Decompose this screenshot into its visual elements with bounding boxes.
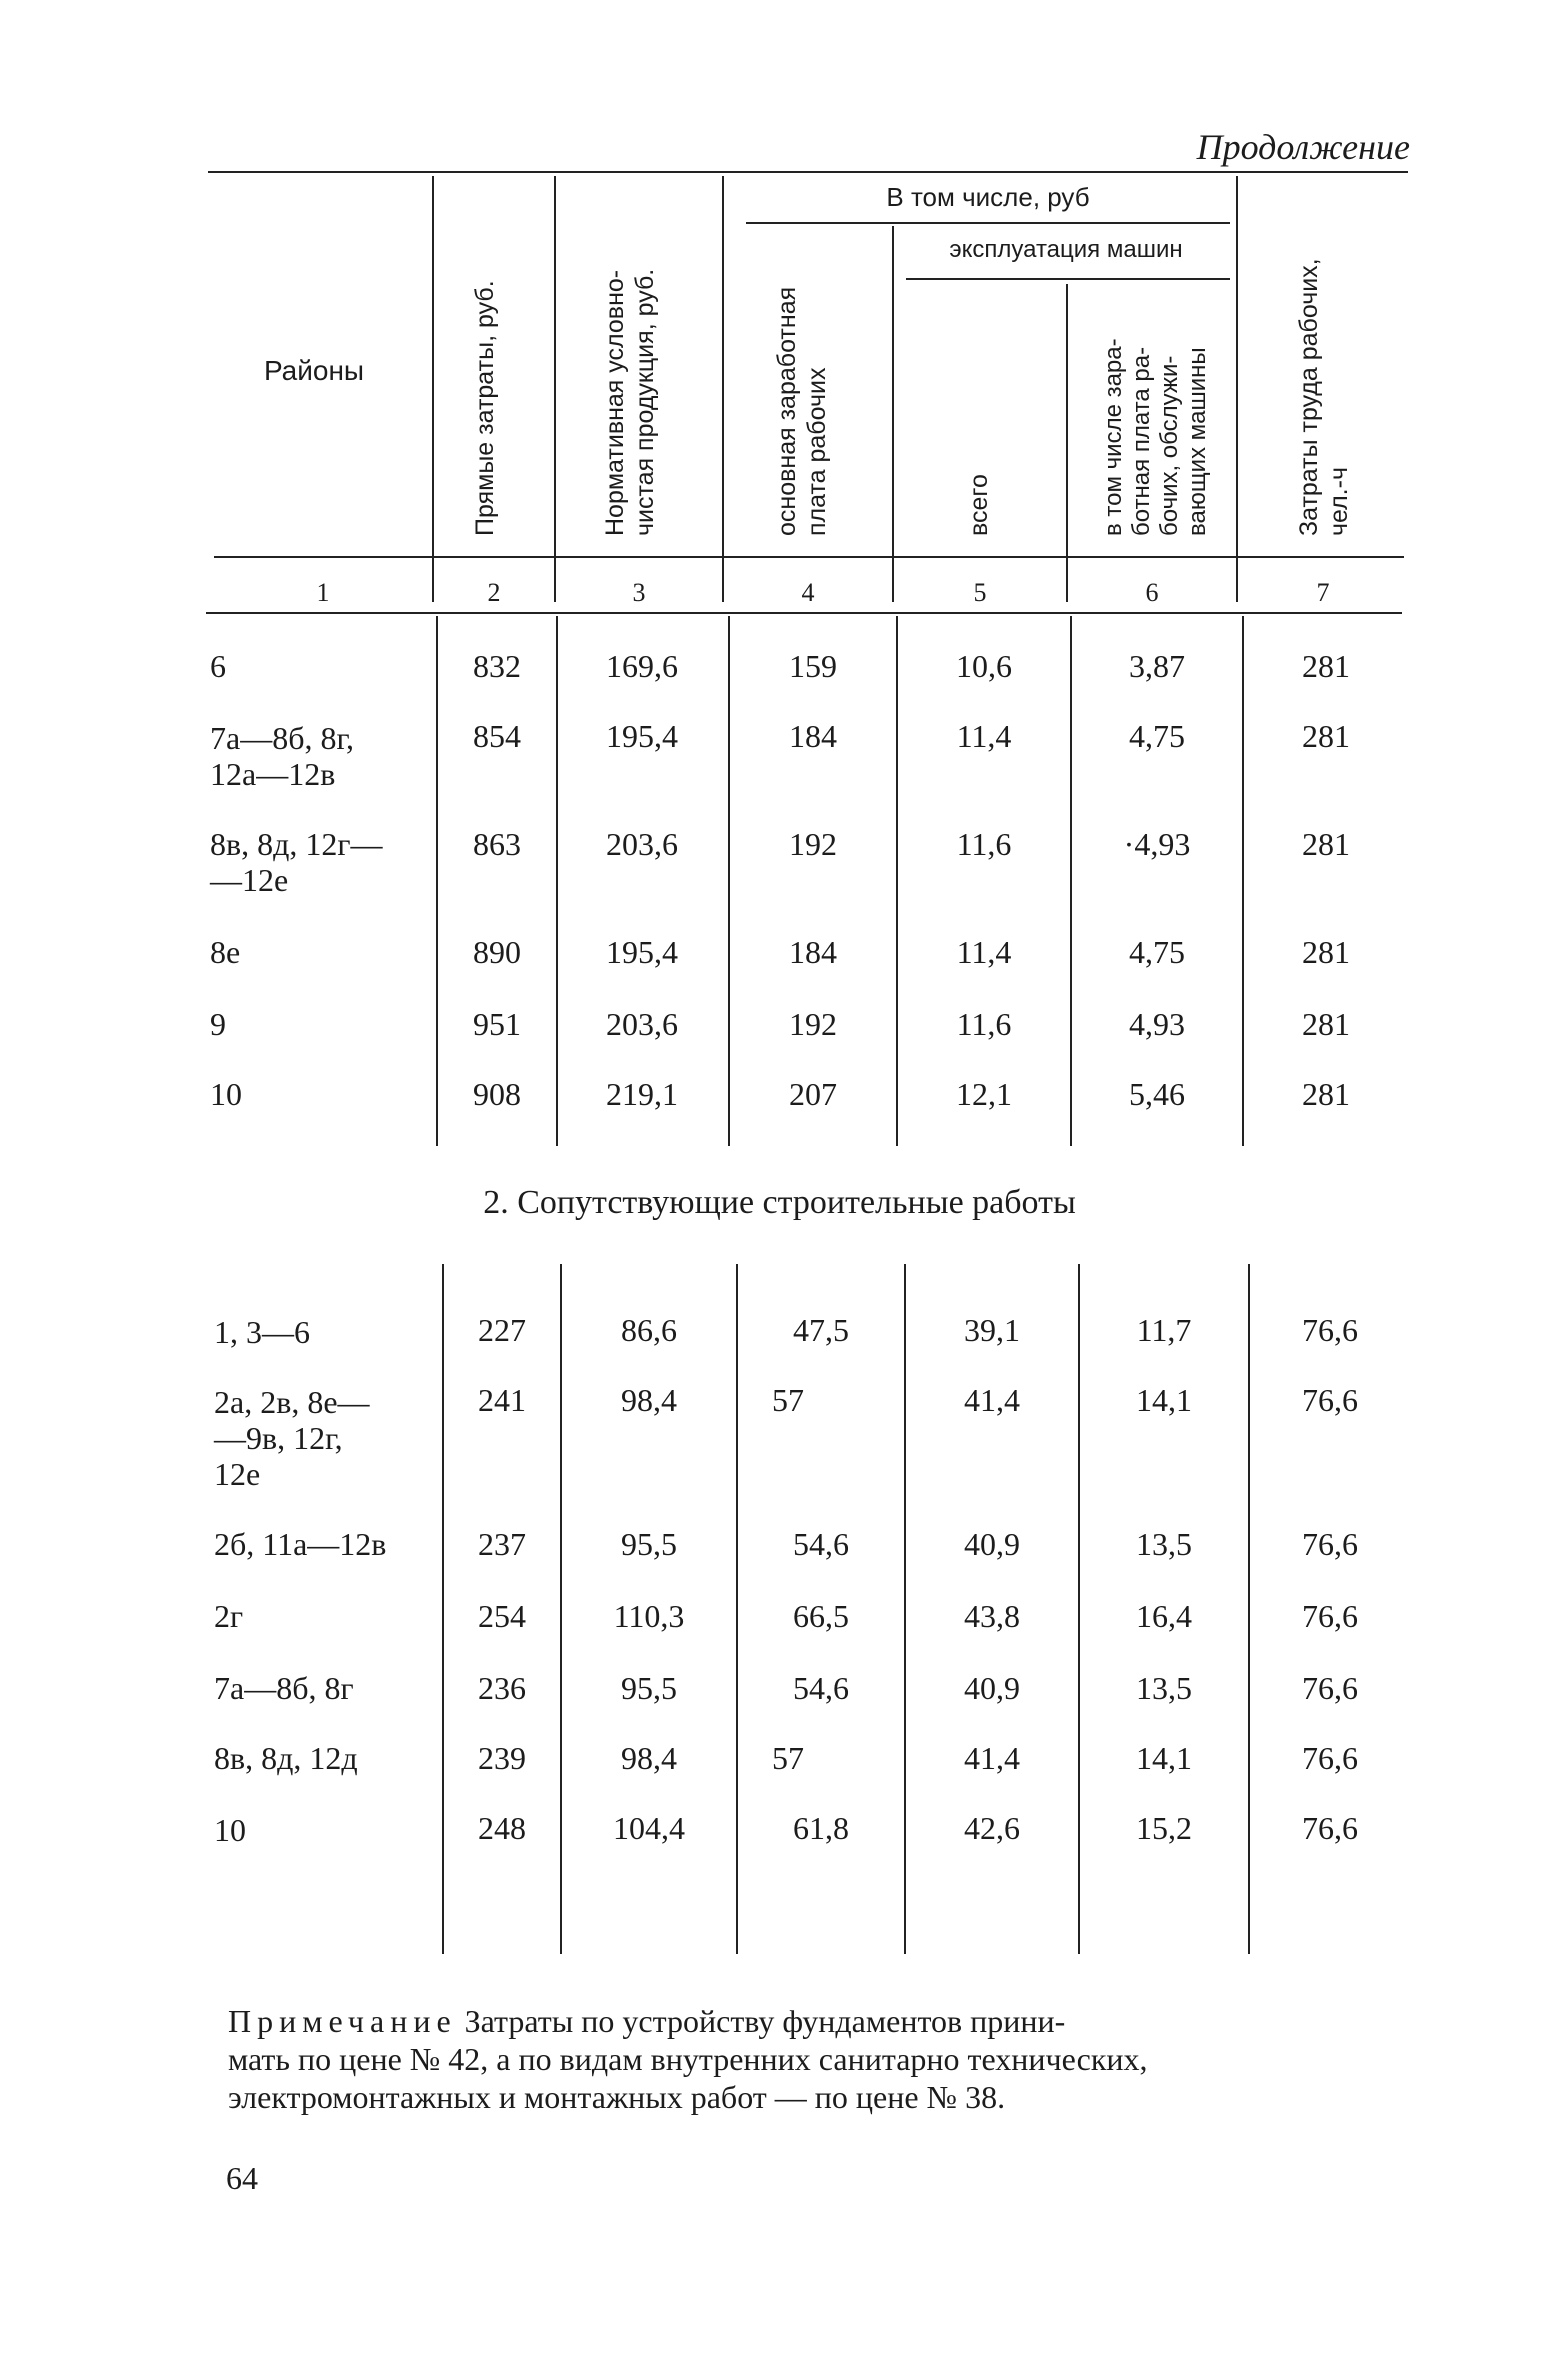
- header-divider-6: [1236, 176, 1238, 602]
- table-row-s2-2-c7: 76,6: [1302, 1382, 1358, 1418]
- table-row-s2-1-c6: 11,7: [1136, 1312, 1192, 1348]
- table-row-s2-4-c7: 76,6: [1302, 1598, 1358, 1634]
- table-row-s2-2-c2: 241: [478, 1382, 526, 1418]
- table-row-s1-1-region: 6: [210, 648, 226, 684]
- table-row-s2-4-c5: 43,8: [964, 1598, 1020, 1634]
- table-row-s1-2-region: 7а—8б, 8г, 12а—12в: [210, 720, 354, 792]
- table-row-s1-3-c7: 281: [1302, 826, 1350, 862]
- table-row-s2-7-c3: 104,4: [613, 1810, 685, 1846]
- s1-divider-4: [896, 616, 898, 1146]
- table-row-s2-2-c3: 98,4: [621, 1382, 677, 1418]
- table-row-s1-5-region: 9: [210, 1006, 226, 1042]
- column-number-7: 7: [1316, 578, 1330, 607]
- table-row-s1-2-c6: 4,75: [1129, 718, 1185, 754]
- column-number-1: 1: [316, 578, 330, 607]
- table-top-rule: [208, 171, 1408, 173]
- table-row-s1-5-c4: 192: [789, 1006, 837, 1042]
- table-row-s1-5-c6: 4,93: [1129, 1006, 1185, 1042]
- table-row-s2-2-c6: 14,1: [1136, 1382, 1192, 1418]
- column-numbers-rule: [206, 612, 1402, 614]
- s1-divider-6: [1242, 616, 1244, 1146]
- note-label: Примечание: [228, 2003, 457, 2039]
- table-row-s2-1-c5: 39,1: [964, 1312, 1020, 1348]
- table-row-s2-2-region: 2а, 2в, 8е— —9в, 12г, 12е: [214, 1384, 370, 1492]
- column-number-3: 3: [632, 578, 646, 607]
- table-row-s1-4-c2: 890: [473, 934, 521, 970]
- table-row-s1-1-c7: 281: [1302, 648, 1350, 684]
- table-row-s2-4-region: 2г: [214, 1598, 244, 1634]
- s1-divider-3: [728, 616, 730, 1146]
- table-row-s2-2-c5: 41,4: [964, 1382, 1020, 1418]
- note-paragraph: [228, 2002, 1418, 2116]
- table-row-s2-5-c3: 95,5: [621, 1670, 677, 1706]
- header-wages: основная заработная плата рабочих: [773, 286, 831, 536]
- table-row-s2-4-c6: 16,4: [1136, 1598, 1192, 1634]
- continuation-label: Продолжение: [1196, 127, 1410, 167]
- table-row-s2-5-c2: 236: [478, 1670, 526, 1706]
- table-row-s2-6-c7: 76,6: [1302, 1740, 1358, 1776]
- s1-divider-2: [556, 616, 558, 1146]
- table-row-s1-4-c3: 195,4: [606, 934, 678, 970]
- table-row-s1-5-c7: 281: [1302, 1006, 1350, 1042]
- table-row-s2-5-c5: 40,9: [964, 1670, 1020, 1706]
- table-row-s1-1-c4: 159: [789, 648, 837, 684]
- column-number-4: 4: [801, 578, 815, 607]
- table-row-s1-6-c5: 12,1: [956, 1076, 1012, 1112]
- header-divider-5: [1066, 284, 1068, 602]
- table-row-s2-5-c7: 76,6: [1302, 1670, 1358, 1706]
- table-row-s2-1-c4: 47,5: [793, 1312, 849, 1348]
- header-ekspluatatsiya: эксплуатация машин: [949, 236, 1183, 263]
- table-row-s2-5-c4: 54,6: [793, 1670, 849, 1706]
- header-total: всего: [965, 474, 993, 536]
- table-row-s1-3-c6: ·4,93: [1123, 826, 1191, 862]
- table-row-s2-4-c3: 110,3: [613, 1598, 685, 1634]
- table-row-s1-1-c2: 832: [473, 648, 521, 684]
- table-row-s2-5-c6: 13,5: [1136, 1670, 1192, 1706]
- header-divider-3: [722, 176, 724, 602]
- table-row-s2-3-c4: 54,6: [793, 1526, 849, 1562]
- header-bottom-rule: [214, 556, 1404, 558]
- table-row-s1-3-c5: 11,6: [956, 826, 1012, 862]
- header-machine-wages: в том числе зара- ботная плата ра- бочих, обслужи- вающих машины: [1100, 338, 1211, 536]
- table-row-s2-6-region: 8в, 8д, 12д: [214, 1740, 358, 1776]
- table-row-s1-1-c5: 10,6: [956, 648, 1012, 684]
- table-row-s1-4-c6: 4,75: [1129, 934, 1185, 970]
- table-row-s1-4-c5: 11,4: [956, 934, 1012, 970]
- ekspluatatsiya-rule: [906, 278, 1230, 280]
- table-row-s1-6-region: 10: [210, 1076, 242, 1112]
- table-row-s1-6-c6: 5,46: [1129, 1076, 1185, 1112]
- v-tom-chisle-rule: [746, 222, 1230, 224]
- header-divider-1: [432, 176, 434, 602]
- page-number: 64: [226, 2160, 258, 2196]
- header-rayony: Районы: [263, 355, 365, 386]
- table-row-s1-3-c4: 192: [789, 826, 837, 862]
- table-row-s1-1-c3: 169,6: [606, 648, 678, 684]
- table-row-s2-7-c6: 15,2: [1136, 1810, 1192, 1846]
- table-row-s2-1-region: 1, 3—6: [214, 1314, 310, 1350]
- table-row-s2-7-c5: 42,6: [964, 1810, 1020, 1846]
- table-row-s1-6-c7: 281: [1302, 1076, 1350, 1112]
- table-row-s1-1-c6: 3,87: [1129, 648, 1185, 684]
- table-row-s2-3-c3: 95,5: [621, 1526, 677, 1562]
- column-number-5: 5: [973, 578, 987, 607]
- table-row-s2-7-region: 10: [214, 1812, 246, 1848]
- table-row-s1-5-c3: 203,6: [606, 1006, 678, 1042]
- table-row-s2-3-c2: 237: [478, 1526, 526, 1562]
- table-row-s2-5-region: 7а—8б, 8г: [214, 1670, 354, 1706]
- table-row-s2-6-c5: 41,4: [964, 1740, 1020, 1776]
- table-row-s2-1-c3: 86,6: [621, 1312, 677, 1348]
- header-labor: Затраты труда рабочих, чел.-ч: [1295, 258, 1353, 536]
- table-row-s2-7-c2: 248: [478, 1810, 526, 1846]
- table-row-s2-3-c7: 76,6: [1302, 1526, 1358, 1562]
- table-row-s1-2-c4: 184: [789, 718, 837, 754]
- header-normative: Нормативная условно- чистая продукция, руб.: [601, 268, 659, 536]
- table-row-s1-2-c2: 854: [473, 718, 521, 754]
- table-row-s1-5-c2: 951: [473, 1006, 521, 1042]
- table-row-s2-6-c4: 57: [772, 1740, 804, 1776]
- table-row-s2-7-c7: 76,6: [1302, 1810, 1358, 1846]
- table-row-s2-6-c3: 98,4: [621, 1740, 677, 1776]
- column-number-6: 6: [1145, 578, 1159, 607]
- table-row-s2-4-c4: 66,5: [793, 1598, 849, 1634]
- table-row-s1-2-c3: 195,4: [606, 718, 678, 754]
- table-row-s1-2-c7: 281: [1302, 718, 1350, 754]
- s1-divider-1: [436, 616, 438, 1146]
- table-row-s1-2-c5: 11,4: [956, 718, 1012, 754]
- table-row-s1-4-c4: 184: [789, 934, 837, 970]
- header-divider-4: [892, 226, 894, 602]
- note-text: Затраты по устройству фундаментов прини- мать по цене № 42, а по видам внутренних санитарно технических, электромонтажных и монтажных работ — по цене № 38.: [228, 2003, 1148, 2115]
- table-row-s1-4-c7: 281: [1302, 934, 1350, 970]
- header-direct-costs: Прямые затраты, руб.: [471, 280, 499, 536]
- table-row-s1-6-c3: 219,1: [606, 1076, 678, 1112]
- s1-divider-5: [1070, 616, 1072, 1146]
- table-row-s2-6-c2: 239: [478, 1740, 526, 1776]
- header-divider-2: [554, 176, 556, 602]
- table-row-s2-1-c7: 76,6: [1302, 1312, 1358, 1348]
- table-row-s2-6-c6: 14,1: [1136, 1740, 1192, 1776]
- section-title: 2. Сопутствующие строительные работы: [483, 1184, 1076, 1221]
- table-row-s2-2-c4: 57: [772, 1382, 804, 1418]
- table-row-s1-6-c2: 908: [473, 1076, 521, 1112]
- table-row-s2-4-c2: 254: [478, 1598, 526, 1634]
- table-row-s1-5-c5: 11,6: [956, 1006, 1012, 1042]
- table-row-s2-1-c2: 227: [478, 1312, 526, 1348]
- table-row-s1-6-c4: 207: [789, 1076, 837, 1112]
- table-row-s1-4-region: 8е: [210, 934, 241, 970]
- table-row-s2-3-region: 2б, 11а—12в: [214, 1526, 387, 1562]
- table-row-s1-3-region: 8в, 8д, 12г— —12е: [210, 826, 383, 898]
- header-v-tom-chisle: В том числе, руб: [886, 182, 1090, 212]
- table-row-s2-7-c4: 61,8: [793, 1810, 849, 1846]
- table-row-s2-3-c5: 40,9: [964, 1526, 1020, 1562]
- table-row-s1-3-c2: 863: [473, 826, 521, 862]
- table-row-s1-3-c3: 203,6: [606, 826, 678, 862]
- table-row-s2-3-c6: 13,5: [1136, 1526, 1192, 1562]
- column-number-2: 2: [487, 578, 501, 607]
